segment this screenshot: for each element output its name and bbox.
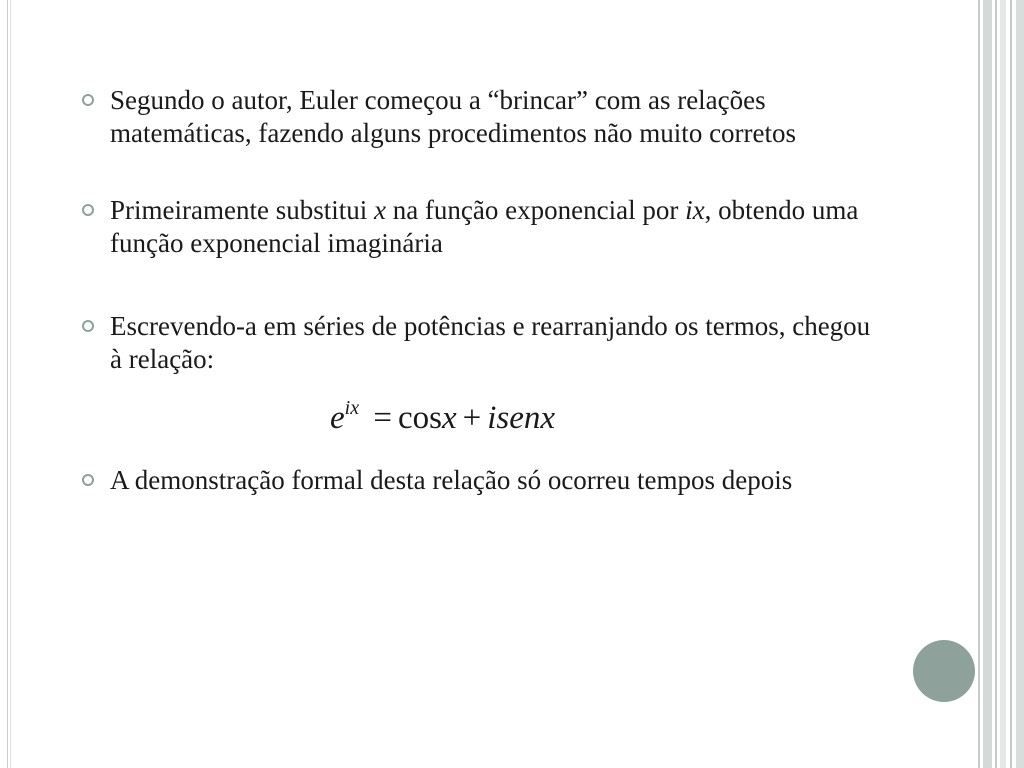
left-frame-line-inner (10, 0, 11, 768)
bullet-item (80, 194, 880, 260)
right-frame-band (1010, 0, 1012, 768)
right-frame-band (978, 0, 980, 768)
bullet-text: Segundo o autor, Euler começou a “brincar” com as relações matemáticas, fazendo alguns procedimentos não muito corretos (110, 85, 797, 148)
bullet-text: Escrevendo-a em séries de potências e rearranjando os termos, chegou à relação: (110, 311, 871, 374)
bullet-circle-icon (82, 474, 94, 486)
formula-cos: cos (397, 400, 442, 436)
bullet-text-part: , obtendo uma função exponencial imaginária (110, 195, 859, 258)
formula-exponent: ix (344, 397, 360, 419)
bullet-circle-icon (82, 94, 94, 106)
formula-plus: + (462, 400, 482, 436)
formula-rhs: isenx (487, 400, 556, 436)
right-frame-band (1000, 0, 1006, 768)
right-frame-band (983, 0, 992, 768)
left-frame-line (7, 0, 8, 768)
right-frame-band (995, 0, 997, 768)
bullet-item (80, 464, 880, 497)
right-frame-band (1016, 0, 1024, 768)
bullet-circle-icon (82, 204, 94, 216)
euler-formula (80, 376, 880, 444)
formula-base: e (330, 400, 345, 436)
slide-content (80, 84, 880, 497)
math-variable: ix (685, 195, 705, 225)
bullet-text-part: Primeiramente substitui (110, 195, 374, 225)
formula-equals: = (373, 400, 392, 436)
bullet-item (80, 310, 880, 376)
formula-cos-arg: x (441, 400, 457, 436)
decorative-circle (913, 640, 975, 702)
bullet-text: A demonstração formal desta relação só ocorreu tempos depois (110, 465, 793, 495)
math-variable: x (373, 195, 386, 225)
bullet-circle-icon (82, 320, 94, 332)
bullet-item (80, 84, 880, 150)
bullet-text-part: na função exponencial por (385, 195, 686, 225)
